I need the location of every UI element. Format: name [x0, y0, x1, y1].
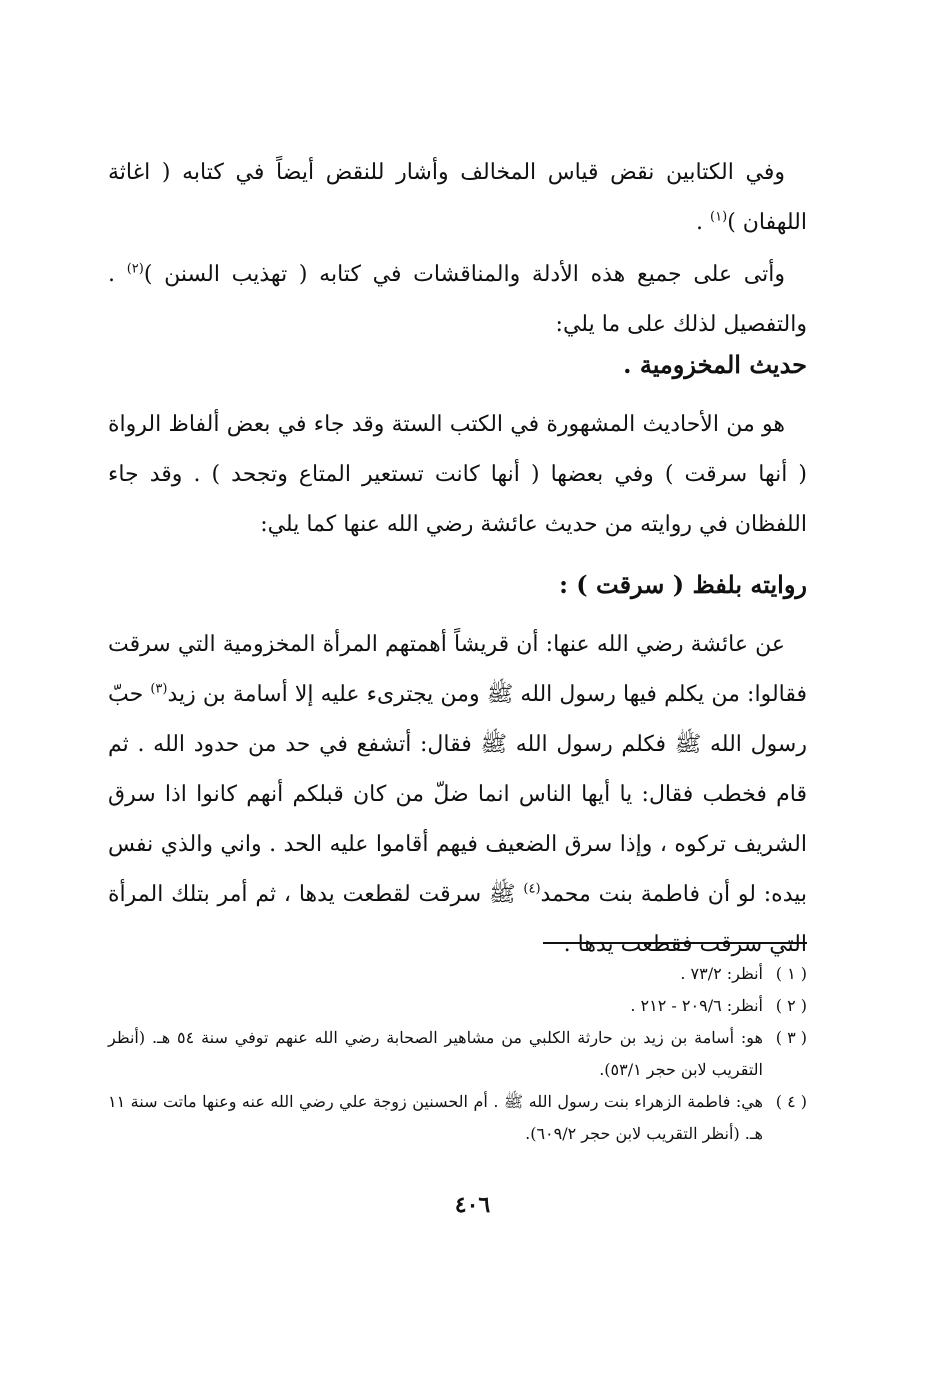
footnote-number: ( ٤ ) — [775, 1092, 807, 1111]
paragraph-ighathat-reference — [108, 148, 807, 248]
paragraph-text: حبّ رسول الله ﷺ فكلم رسول الله ﷺ فقال: أتشفع في حد من حدود الله . ثم قام فخطب فقال: يا أيها الناس انما ضلّ من كان قبلكم أنهم كانوا اذا سرق الشريف تركوه ، وإذا سرق الضعيف فيهم أقاموا عليه الحد . واني والذي نفس بيده: لو أن فاطمة بنت محمد — [108, 682, 807, 907]
footnote-1 — [108, 958, 807, 990]
footnote-ref-3: (٣) — [150, 681, 168, 697]
footnote-ref-4: (٤) — [523, 881, 541, 897]
footnote-text: هو: أسامة بن زيد بن حارثة الكلبي من مشاهير الصحابة رضي الله عنهم توفي سنة ٥٤ هـ. (أنظر التقريب لابن حجر ٥٣/١). — [108, 1028, 763, 1079]
paragraph-text: . — [696, 210, 711, 235]
paragraph-text: هو من الأحاديث المشهورة في الكتب الستة وقد جاء في بعض ألفاظ الرواة ( أنها سرقت ) وفي بعضها ( أنها كانت تستعير المتاع وتجحد ) . وقد جاء اللفظان في روايته من حديث عائشة رضي الله عنها كما يلي: — [108, 412, 807, 537]
paragraph-text: عن عائشة رضي الله عنها: أن قريشاً أهمتهم المرأة المخزومية التي سرقت فقالوا: من يكلم فيها رسول الله ﷺ ومن يجترىء عليه إلا أسامة بن زيد — [108, 632, 807, 707]
footnote-number: ( ٣ ) — [775, 1028, 807, 1047]
paragraph-text: وفي الكتابين نقض قياس المخالف وأشار للنقض أيضاً في كتابه ( اغاثة اللهفان ) — [108, 160, 807, 235]
paragraph-tahdhib-reference — [108, 250, 807, 350]
section-heading-wording-saraqat: روايته بلفظ ( سرقت ) : — [559, 570, 807, 599]
footnote-4 — [108, 1086, 807, 1150]
page-number: ٤٠٦ — [454, 1192, 491, 1218]
footnotes — [108, 958, 807, 1150]
paragraph-text: ﷺ سرقت لقطعت يدها ، ثم أمر بتلك المرأة التي سرقت فقطعت يدها . — [108, 882, 807, 957]
paragraph-text: وأتى على جميع هذه الأدلة والمناقشات في كتابه ( تهذيب السنن ) — [143, 262, 785, 287]
footnote-ref-2: (٢) — [126, 261, 144, 277]
footnote-number: ( ١ ) — [775, 964, 807, 983]
paragraph-hadith-intro — [108, 400, 807, 550]
footnote-text: هي: فاطمة الزهراء بنت رسول الله ﷺ . أم الحسنين زوجة علي رضي الله عنه وعنها ماتت سنة ١١ هـ. (أنظر التقريب لابن حجر ٦٠٩/٢). — [108, 1092, 763, 1143]
footnote-divider — [543, 942, 807, 944]
footnote-2 — [108, 990, 807, 1022]
footnote-text: أنظر: ٢٠٩/٦ - ٢١٢ . — [630, 996, 763, 1015]
footnote-number: ( ٢ ) — [775, 996, 807, 1015]
footnote-text: أنظر: ٧٣/٢ . — [680, 964, 763, 983]
section-heading-makhzumiyya: حديث المخزومية . — [623, 350, 807, 379]
paragraph-text: . والتفصيل لذلك على ما يلي: — [108, 262, 807, 337]
footnote-3 — [108, 1022, 807, 1086]
paragraph-hadith-text — [108, 620, 807, 970]
footnote-ref-1: (١) — [710, 209, 728, 225]
